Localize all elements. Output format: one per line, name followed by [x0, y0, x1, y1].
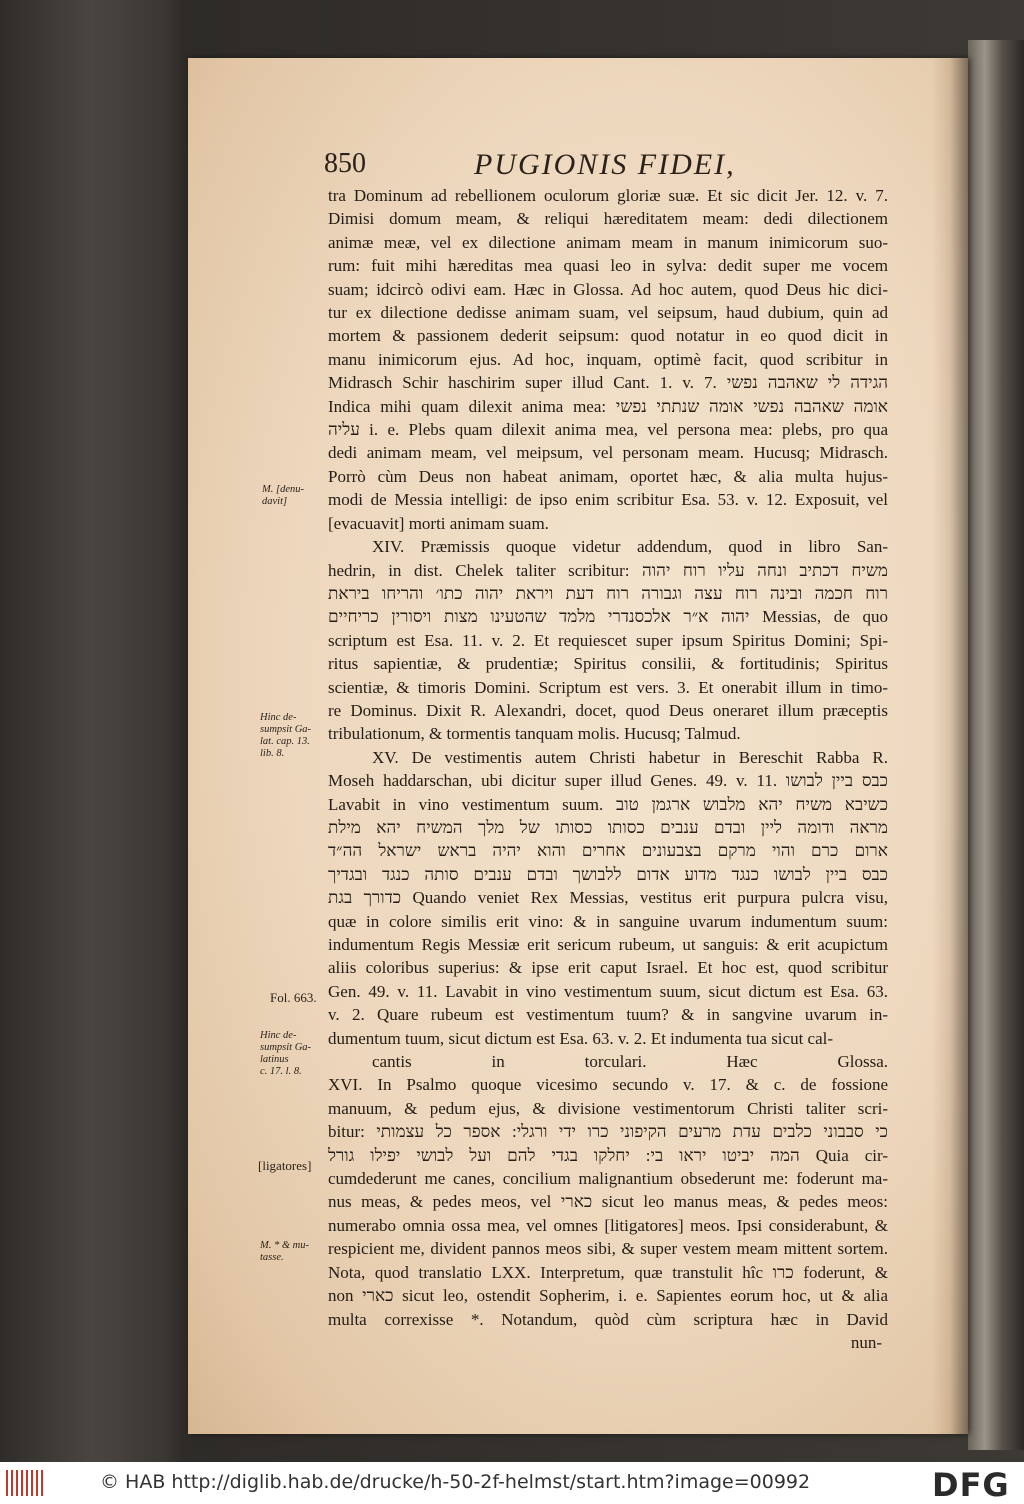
text-line: Gen. 49. v. 11. Lavabit in vino vestimentum suum, sicut dictum est Esa. 63.: [328, 981, 888, 1001]
text-line: XIV. Præmissis quoque videtur addendum, quod in libro San-: [372, 537, 888, 557]
copyright-link[interactable]: © HAB http://diglib.hab.de/drucke/h-50-2f-helmst/start.htm?image=00992: [100, 1471, 811, 1493]
text-line: Indica mihi quam dilexit anima mea: אומה שאהבה נפשי אומה שנתתי נפשי: [328, 396, 888, 416]
text-line: tur ex dilectione dedisse animam suam, vel seipsum, haud dubium, quin ad: [328, 303, 888, 323]
margin-note: Hinc de- sumpsit Ga- latinus c. 17. l. 8.: [260, 1030, 312, 1077]
text-line: Nota, quod translatio LXX. Interpretum, quæ transtulit hîc כרו foderunt, &: [328, 1262, 888, 1282]
text-line: hedrin, in dist. Chelek taliter scribitur: משיח דכתיב ונחה עליו רוח יהוה: [328, 560, 888, 580]
text-line: dumentum tuum, sicut dictum est Esa. 63. v. 2. Et indumenta tua sicut cal-: [328, 1028, 834, 1048]
text-line: Midrasch Schir haschirim super illud Cant. 1. v. 7. הגידה לי שאהבה נפשי: [328, 373, 888, 393]
text-line: Moseh haddarschan, ubi dicitur super illud Genes. 49. v. 11. כבס ביין לבושו: [328, 771, 888, 791]
text-line: XVI. In Psalmo quoque vicesimo secundo v. 17. & c. de fossione: [328, 1075, 888, 1095]
text-line: mortem & passionem dederit seipsum: quod notatur in eo quod dicit in: [328, 326, 888, 346]
text-line: modi de Messia intelligi: de ipso enim scribitur Esa. 53. v. 12. Exposuit, vel: [328, 490, 888, 510]
text-line: tra Dominum ad rebellionem oculorum gloriæ suæ. Et sic dicit Jer. 12. v. 7.: [328, 186, 888, 205]
body-text: [328, 184, 888, 1354]
text-line: suam; idcircò odivi eam. Hæc in Glossa. Ad hoc autem, quod Deus hic dici-: [328, 279, 888, 299]
text-line: animæ meæ, vel ex dilectione animam meam in manum inimicorum suo-: [328, 232, 888, 252]
text-line: nus meas, & pedes meos, vel כארי sicut leo manus meas, & pedes meos:: [328, 1192, 888, 1212]
catchword: nun-: [850, 1332, 882, 1352]
text-line: numerabo omnia ossa mea, vel omnes [litigatores] meos. Ipsi considerabunt, &: [328, 1215, 888, 1235]
text-line: aliis coloribus superius: & ipse erit caput Israel. Et hoc est, quod scribitur: [328, 958, 888, 978]
page-gutter-shadow: [932, 58, 968, 1434]
text-line: יהוה א״ר אלכסנדרי מלמד שהטעינו מצות ויסורין כריחיים Messias, de quo: [328, 607, 888, 627]
margin-note: M. * & mu- tasse.: [260, 1240, 309, 1263]
margin-note: M. [denu- davit]: [262, 484, 304, 507]
text-line: Lavabit in vino vestimentum suum. כשיבא משיח יהא מלבוש ארגמן טוב: [328, 794, 888, 814]
book-edge: [968, 40, 1024, 1450]
text-line: XV. De vestimentis autem Christi habetur in Bereschit Rabba R.: [372, 747, 888, 767]
running-head: [324, 148, 884, 188]
page-number: 850: [324, 148, 366, 179]
text-line: scriptum est Esa. 11. v. 2. Et requiescet super ipsum Spiritus Domini; Spi-: [328, 630, 888, 650]
dfg-logo: DFG: [932, 1466, 1010, 1504]
text-line: rum: fuit mihi hæreditas mea quasi leo in sylva: dedit super me vocem: [328, 256, 888, 276]
text-line: bitur: כי סבבוני כלבים עדת מרעים הקיפוני כרו ידי ורגלי: אספר כל עצמותי: [328, 1122, 888, 1142]
text-line: cumdederunt me canes, concilium malignantium obsederunt me: foderunt ma-: [328, 1169, 888, 1189]
text-line: כבס ביין לבושו כנגד מדוע אדום ללבושך ובדם ענבים סותה כנגד ובגדיך: [328, 864, 888, 884]
text-line: quæ in colore similis erit vino: & in sanguine uvarum indumentum suum:: [328, 911, 888, 931]
text-line: מראה ודומה ליין ובדם ענבים כסותו כסותו של מלך המשיח יהא מילת: [328, 817, 888, 837]
text-line: המה יביטו יראו בי: יחלקו בגדי להם ועל לבושי יפילו גורל Quia cir-: [328, 1145, 888, 1165]
text-line: ritus sapientiæ, & prudentiæ; Spiritus consilii, & fortitudinis; Spiritus: [328, 654, 888, 674]
text-line: manu inimicorum ejus. Ad hoc, inquam, optimè facit, quod scribitur in: [328, 349, 888, 369]
text-line: tribulationum, & tormentis tanquam molis. Hucusq; Talmud.: [328, 724, 741, 744]
text-line: dedi animam meam, vel meipsum, vel personam meam. Hucusq; Midrasch.: [328, 443, 888, 463]
margin-note: Hinc de- sumpsit Ga- lat. cap. 13. lib. 8.: [260, 712, 312, 759]
text-line: Dimisi domum meam, & reliqui hæreditatem meam: dedi dilectionem: [328, 209, 888, 229]
text-line: re Dominus. Dixit R. Alexandri, docet, quod Deus oneraret illum præceptis: [328, 700, 888, 720]
footer-bar: [0, 1462, 1024, 1504]
text-line: רוח חכמה ובינה רוח עצה וגבורה רוח דעת ויראת יהוה כתו׳ והריחו ביראת: [328, 583, 888, 603]
text-line: respicient me, divident pannos meos sibi, & super vestem meam mittent sortem.: [328, 1239, 888, 1259]
text-line: non כארי sicut leo, ostendit Sopherim, i. e. Sapientes eorum hoc, ut & alia: [328, 1286, 888, 1306]
text-line: Porrò cùm Deus non habeat animam, oportet hæc, & alia multa hujus-: [328, 466, 888, 486]
running-title: PUGIONIS FIDEI,: [474, 148, 736, 181]
text-line: multa correxisse *. Notandum, quòd cùm scriptura hæc in David: [328, 1309, 888, 1329]
text-line: manuum, & pedum ejus, & divisione vestimentorum Christi taliter scri-: [328, 1098, 888, 1118]
text-line: v. 2. Quare rubeum est vestimentum tuum? & in sangvine uvarum in-: [328, 1005, 888, 1025]
text-line: indumentum Regis Messiæ erit sericum rubeum, ut sanguis: & erit acupictum: [328, 935, 888, 954]
text-line: כדורך בגת Quando veniet Rex Messias, vestitus erit purpura pulcra visu,: [328, 888, 888, 908]
hab-logo-icon: [6, 1470, 46, 1496]
text-line: [evacuavit] morti animam suam.: [328, 513, 549, 533]
text-line: ארום כרם והוי מרקם בצבעונים אחרים והוא יהיה בראש ישראל הה״ד: [328, 841, 888, 861]
text-line: עליה i. e. Plebs quam dilexit anima mea, vel persona mea: plebs, pro qua: [328, 420, 888, 440]
margin-note: Fol. 663.: [270, 990, 317, 1005]
text-line: scientiæ, & timoris Domini. Scriptum est vers. 3. Et onerabit illum in timo-: [328, 677, 888, 697]
text-line: cantis in torculari. Hæc Glossa.: [372, 1052, 888, 1072]
margin-note: [ligatores]: [258, 1158, 312, 1173]
